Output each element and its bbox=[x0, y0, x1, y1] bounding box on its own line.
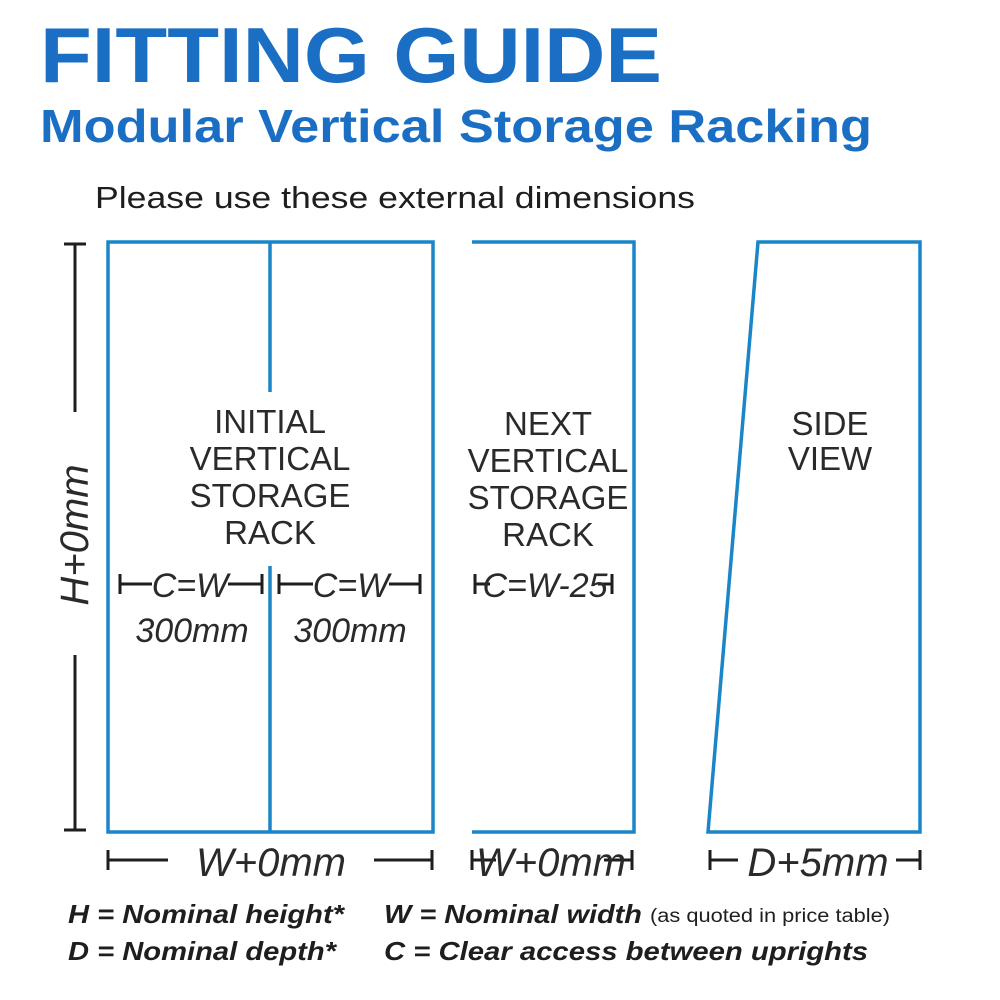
next-rack-label-3: STORAGE bbox=[467, 479, 629, 516]
next-clear-label: C=W-25 bbox=[482, 567, 608, 605]
legend-clear: C = Clear access between uprights bbox=[384, 936, 868, 966]
legend-width: W = Nominal width bbox=[384, 899, 642, 929]
right-clear-size: 300mm bbox=[293, 612, 407, 650]
page-title: FITTING GUIDE bbox=[40, 11, 662, 99]
initial-rack-label-1: INITIAL bbox=[214, 403, 326, 440]
height-dimension bbox=[53, 244, 97, 830]
initial-rack-label-2: VERTICAL bbox=[189, 440, 351, 477]
legend bbox=[68, 899, 890, 966]
next-rack-label-4: RACK bbox=[502, 516, 594, 553]
side-view-label-2: VIEW bbox=[787, 440, 873, 477]
next-rack-width-dimension bbox=[472, 841, 632, 885]
page-subtitle: Modular Vertical Storage Racking bbox=[40, 100, 873, 152]
side-view-label-1: SIDE bbox=[791, 405, 869, 442]
right-clear-access-dimension bbox=[279, 567, 420, 650]
side-view bbox=[708, 242, 920, 885]
initial-rack-width-label: W+0mm bbox=[196, 841, 346, 885]
legend-height: H = Nominal height* bbox=[68, 899, 347, 929]
instruction-text: Please use these external dimensions bbox=[95, 180, 695, 215]
side-view-outline bbox=[708, 242, 920, 832]
next-rack bbox=[468, 242, 634, 885]
left-clear-access-dimension bbox=[120, 567, 262, 650]
next-rack-label-2: VERTICAL bbox=[467, 442, 629, 479]
next-rack-width-label: W+0mm bbox=[476, 841, 626, 885]
legend-depth: D = Nominal depth* bbox=[68, 936, 339, 966]
side-view-depth-dimension bbox=[710, 841, 920, 885]
initial-rack-label-3: STORAGE bbox=[189, 477, 351, 514]
initial-rack-width-dimension bbox=[108, 841, 432, 885]
next-rack-label-1: NEXT bbox=[503, 405, 593, 442]
side-view-depth-label: D+5mm bbox=[747, 841, 889, 885]
initial-rack bbox=[108, 242, 433, 885]
initial-rack-label-4: RACK bbox=[224, 514, 316, 551]
right-clear-label: C=W bbox=[312, 567, 390, 605]
legend-width-note: (as quoted in price table) bbox=[650, 906, 890, 927]
height-label: H+0mm bbox=[53, 464, 97, 606]
left-clear-size: 300mm bbox=[135, 612, 249, 650]
next-clear-access-dimension bbox=[475, 567, 612, 605]
left-clear-label: C=W bbox=[151, 567, 229, 605]
